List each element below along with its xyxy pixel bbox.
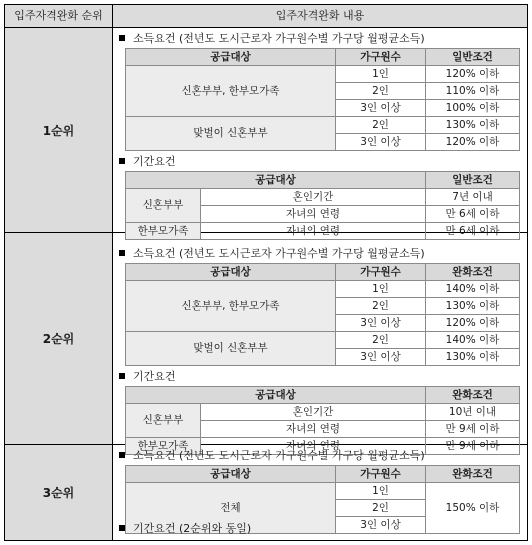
- col-header-condition: 완화조건: [426, 264, 520, 281]
- condition-cell: 만 6세 이하: [426, 223, 520, 240]
- household-cell: 3인 이상: [336, 349, 426, 366]
- header-content: 입주자격완화 내용: [275, 9, 365, 22]
- condition-cell: 140% 이하: [426, 332, 520, 349]
- condition-cell: 10년 이내: [426, 404, 520, 421]
- condition-cell: 만 6세 이하: [426, 206, 520, 223]
- condition-cell: 110% 이하: [426, 83, 520, 100]
- household-cell: 2인: [336, 117, 426, 134]
- condition-cell: 150% 이하: [426, 483, 520, 534]
- eligibility-table: [4, 4, 528, 541]
- condition-cell: 만 9세 이하: [426, 438, 520, 455]
- household-cell: 3인 이상: [336, 517, 426, 534]
- target-cell: 한부모가족: [126, 223, 201, 240]
- target-cell: 한부모가족: [126, 438, 201, 455]
- table-header-row: [5, 5, 527, 28]
- condition-cell: 만 9세 이하: [426, 421, 520, 438]
- condition-cell: 120% 이하: [426, 134, 520, 151]
- bullet-square-icon: [119, 525, 125, 531]
- income-requirement-title: 소득요건 (전년도 도시근로자 가구원수별 가구당 월평균소득): [119, 32, 425, 46]
- household-cell: 1인: [336, 281, 426, 298]
- condition-cell: 120% 이하: [426, 66, 520, 83]
- rank-label-2: 2순위: [5, 233, 113, 444]
- col-header-target: 공급대상: [126, 172, 426, 189]
- household-cell: 2인: [336, 500, 426, 517]
- bullet-square-icon: [119, 35, 125, 41]
- bullet-square-icon: [119, 452, 125, 458]
- col-header-household: 가구원수: [336, 49, 426, 66]
- bullet-square-icon: [119, 158, 125, 164]
- rank-label-1: 1순위: [5, 28, 113, 232]
- col-header-target: 공급대상: [126, 264, 336, 281]
- household-cell: 3인 이상: [336, 315, 426, 332]
- col-header-household: 가구원수: [336, 466, 426, 483]
- target-cell: 신혼부부: [126, 404, 201, 438]
- period-table: [125, 171, 520, 240]
- rank-content-2: [113, 233, 527, 452]
- item-cell: 혼인기간: [201, 404, 426, 421]
- household-cell: 2인: [336, 298, 426, 315]
- bullet-square-icon: [119, 373, 125, 379]
- col-header-condition: 완화조건: [426, 466, 520, 483]
- household-cell: 2인: [336, 332, 426, 349]
- header-rank: 입주자격완화 순위: [5, 5, 113, 27]
- item-cell: 자녀의 연령: [201, 438, 426, 455]
- col-header-condition: 일반조건: [426, 172, 520, 189]
- item-cell: 자녀의 연령: [201, 206, 426, 223]
- col-header-condition: 완화조건: [426, 387, 520, 404]
- income-requirement-title: 소득요건 (전년도 도시근로자 가구원수별 가구당 월평균소득): [119, 247, 425, 261]
- col-header-target: 공급대상: [126, 49, 336, 66]
- condition-cell: 130% 이하: [426, 298, 520, 315]
- rank-label-3: 3순위: [5, 445, 113, 540]
- rank-row-1: [5, 28, 527, 237]
- rank-row-2: [5, 233, 527, 452]
- period-requirement-title: 기간요건 (2순위와 동일): [119, 522, 251, 536]
- condition-cell: 140% 이하: [426, 281, 520, 298]
- condition-cell: 7년 이내: [426, 189, 520, 206]
- income-table: [125, 48, 520, 151]
- rank-content-3: [113, 445, 527, 540]
- target-cell: 신혼부부, 한부모가족: [126, 66, 336, 117]
- condition-cell: 130% 이하: [426, 349, 520, 366]
- household-cell: 2인: [336, 83, 426, 100]
- col-header-condition: 일반조건: [426, 49, 520, 66]
- household-cell: 1인: [336, 483, 426, 500]
- item-cell: 자녀의 연령: [201, 223, 426, 240]
- bullet-square-icon: [119, 250, 125, 256]
- condition-cell: 120% 이하: [426, 315, 520, 332]
- period-requirement-title: 기간요건: [119, 155, 176, 169]
- household-cell: 3인 이상: [336, 134, 426, 151]
- item-cell: 자녀의 연령: [201, 421, 426, 438]
- condition-cell: 100% 이하: [426, 100, 520, 117]
- col-header-target: 공급대상: [126, 387, 426, 404]
- income-table: [125, 263, 520, 366]
- col-header-household: 가구원수: [336, 264, 426, 281]
- household-cell: 3인 이상: [336, 100, 426, 117]
- target-cell: 전체: [126, 483, 336, 534]
- target-cell: 맞벌이 신혼부부: [126, 117, 336, 151]
- item-cell: 혼인기간: [201, 189, 426, 206]
- income-requirement-title: 소득요건 (전년도 도시근로자 가구원수별 가구당 월평균소득): [119, 449, 425, 463]
- rank-row-3: [5, 445, 527, 540]
- household-cell: 1인: [336, 66, 426, 83]
- target-cell: 맞벌이 신혼부부: [126, 332, 336, 366]
- period-requirement-title: 기간요건: [119, 370, 176, 384]
- rank-content-1: [113, 28, 527, 237]
- target-cell: 신혼부부, 한부모가족: [126, 281, 336, 332]
- col-header-target: 공급대상: [126, 466, 336, 483]
- condition-cell: 130% 이하: [426, 117, 520, 134]
- target-cell: 신혼부부: [126, 189, 201, 223]
